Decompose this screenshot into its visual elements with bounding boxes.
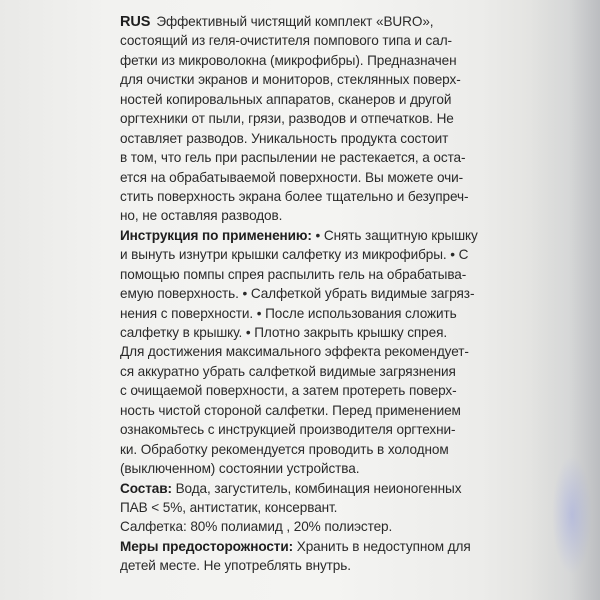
instructions-line: (выключенном) состоянии устройства. <box>120 461 360 477</box>
intro-line: оставляет разводов. Уникальность продукта состоит <box>120 130 449 146</box>
instructions-line: салфетку в крышку. • Плотно закрыть крышку спрея. <box>120 325 448 340</box>
precautions-heading: Меры предосторожности: <box>120 538 294 554</box>
instructions-line: Для достижения максимального эффекта рекомендует- <box>120 344 469 360</box>
instructions-heading: Инструкция по применению: <box>120 227 312 243</box>
intro-line: фетки из микроволокна (микрофибры). Предназначен <box>120 52 457 68</box>
intro-line: в том, что гель при распылении не растекается, а оста- <box>120 150 466 166</box>
precautions-line: детей месте. Не употреблять внутрь. <box>120 558 351 574</box>
precautions-line: Хранить в недоступном для <box>293 538 471 554</box>
intro-line: для очистки экранов и мониторов, стеклянных поверх- <box>120 72 461 88</box>
language-tag: RUS <box>120 14 151 30</box>
intro-line: ется на обрабатываемой поверхности. Вы можете очи- <box>120 169 464 185</box>
instructions-line: нения с поверхности. • После использования сложить <box>120 305 457 321</box>
intro-line: состоящий из геля-очистителя помпового типа и сал- <box>120 33 452 49</box>
composition-line: Вода, загуститель, комбинация неионогенных <box>171 480 462 496</box>
label-text-block <box>120 12 480 576</box>
instructions-line: • Снять защитную крышку <box>311 227 478 243</box>
composition-first-line <box>120 479 480 498</box>
instructions-line: ность чистой стороной салфетки. Перед применением <box>120 402 461 418</box>
instructions-line: и вынуть изнутри крышки салфетку из микрофибры. • С <box>120 247 469 263</box>
instructions-line: ознакомьтесь с инструкцией производителя оргтехни- <box>120 422 456 438</box>
composition-line: ПАВ < 5%, антистатик, консервант. <box>120 499 338 515</box>
instructions-line: ся аккуратно убрать салфеткой видимые загрязнения <box>120 363 456 379</box>
bottle-blue-reflection <box>552 455 592 575</box>
instructions-line: помощью помпы спрея распылить гель на обрабатыва- <box>120 266 467 282</box>
intro-first-line <box>120 12 480 31</box>
intro-line: Эффективный чистящий комплект «BURO», <box>156 14 434 29</box>
instructions-line: с очищаемой поверхности, а затем протереть поверх- <box>120 383 457 399</box>
intro-line: стить поверхность экрана более тщательно и безупреч- <box>120 188 469 204</box>
precautions-first-line <box>120 537 480 556</box>
composition-line: Салфетка: 80% полиамид , 20% полиэстер. <box>120 519 393 535</box>
composition-heading: Состав: <box>120 480 172 496</box>
instructions-line: емую поверхность. • Салфеткой убрать видимые загряз- <box>120 286 475 302</box>
instructions-first-line <box>120 226 480 245</box>
instructions-line: ки. Обработку рекомендуется проводить в холодном <box>120 441 449 457</box>
intro-line: но, не оставляя разводов. <box>120 208 283 224</box>
intro-line: оргтехники от пыли, грязи, разводов и отпечатков. Не <box>120 111 454 127</box>
intro-line: ностей копировальных аппаратов, сканеров и другой <box>120 91 452 107</box>
